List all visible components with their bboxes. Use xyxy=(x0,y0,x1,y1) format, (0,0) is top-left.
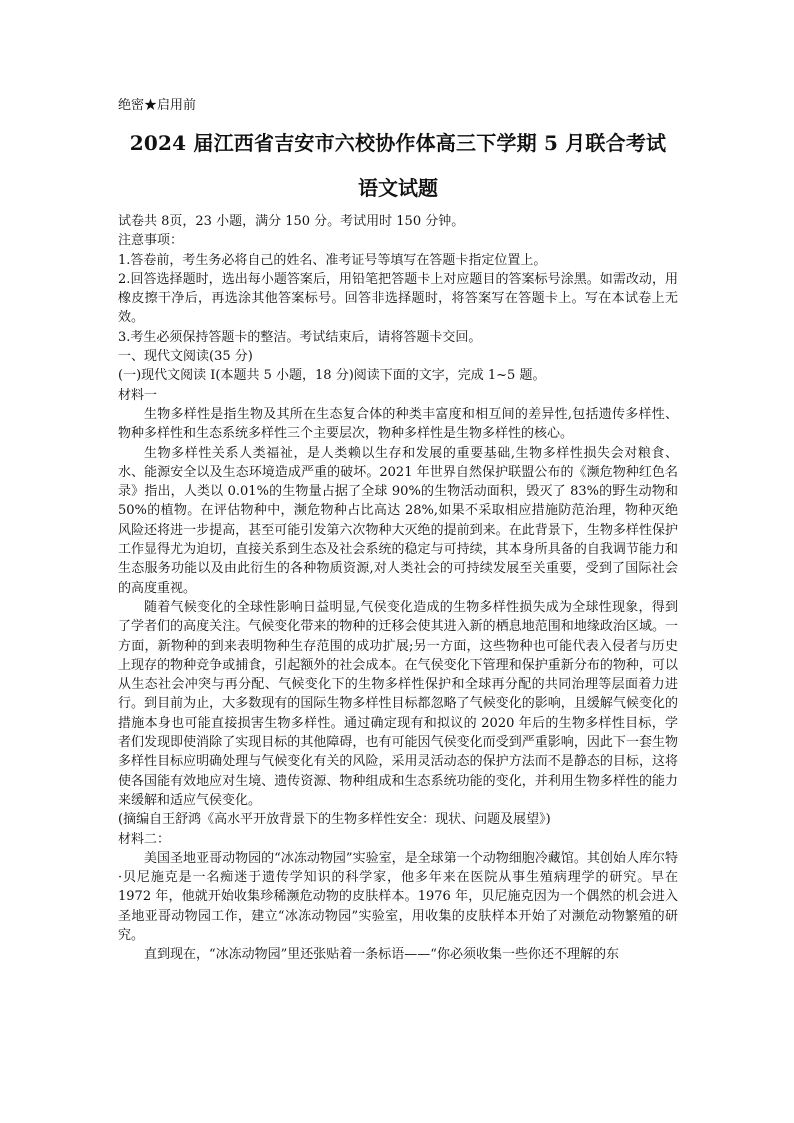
body-paragraph: 美国圣地亚哥动物园的“冰冻动物园”实验室，是全球第一个动物细胞冷藏馆。其创始人库尔特·贝尼施克是一名痴迷于遗传学知识的科学家，他多年来在医院从事生殖病理学的研究。早在 1972 年，他就开始收集珍稀濒危动物的皮肤样本。1976 年，贝尼施克因为一个偶然的机会进入圣地亚哥动物园工作，建立“冰冻动物园”实验室，用收集的皮肤样本开始了对濒危动物繁殖的研究。 xyxy=(118,850,678,943)
material-label: 材料一 xyxy=(118,387,158,403)
body-paragraph: 生物多样性关系人类福祉，是人类赖以生存和发展的重要基础,生物多样性损失会对粮食、水、能源安全以及生态环境造成严重的破坏。2021 年世界自然保护联盟公布的《濒危物种红色名录》指出，人类以 0.01%的生物量占据了全球 90%的生物活动面积，毁灭了 83%的野生动物和50%的植物。在评估物种中，濒危物种占比高达 28%,如果不采取相应措施防范治理，物种灭绝风险还将进一步提高，甚至可能引发第六次物种大灭绝的提前到来。在此背景下，生物多样性保护工作显得尤为迫切，直接关系到生态及社会系统的稳定与可持续，其本身所具备的自我调节能力和生态服务功能以及由此衍生的各种物质资源,对人类社会的可持续发展至关重要，受到了国际社会的高度重视。 xyxy=(118,445,678,596)
exam-page xyxy=(118,92,678,965)
note-item: 3.考生必须保持答题卡的整洁。考试结束后，请将答题卡交回。 xyxy=(118,329,482,345)
note-item: 2.回答选择题时，选出每小题答案后，用铅笔把答题卡上对应题目的答案标号涂黑。如需改动，用橡皮擦干净后，再选涂其他答案标号。回答非选择题时，将答案写在答题卡上。写在本试卷上无效。 xyxy=(118,271,678,326)
secret-label: 绝密★启用前 xyxy=(118,98,197,113)
section-heading: 一、现代文阅读(35 分) xyxy=(118,349,253,365)
notes-title: 注意事项： xyxy=(118,233,184,249)
material-source: (摘编自王舒鸿《高水平开放背景下的生物多样性安全：现状、问题及展望》) xyxy=(118,812,551,828)
material-label: 材料二： xyxy=(118,831,171,847)
exam-subtitle: 语文试题 xyxy=(358,176,438,200)
note-item: 1.答卷前，考生务必将自己的姓名、准考证号等填写在答题卡指定位置上。 xyxy=(118,252,547,268)
section-subheading: (一)现代文阅读 I(本题共 5 小题，18 分)阅读下面的文字，完成 1~5 题。 xyxy=(118,368,546,384)
body-paragraph: 直到现在，“冰冻动物园”里还张贴着一条标语——“你必须收集一些你还不理解的东 xyxy=(144,947,619,963)
exam-summary: 试卷共 8页，23 小题，满分 150 分。考试用时 150 分钟。 xyxy=(118,214,465,229)
body-paragraph: 生物多样性是指生物及其所在生态复合体的种类丰富度和相互间的差异性,包括遗传多样性、物种多样性和生态系统多样性三个主要层次，物种多样性是生物多样性的核心。 xyxy=(118,406,678,442)
body-paragraph: 随着气候变化的全球性影响日益明显,气侯变化造成的生物多样性损失成为全球性现象，得到了学者们的高度关注。气候变化带来的物种的迁移会使其进入新的栖息地范围和地缘政治区域。一方面，新物种的到来表明物种生存范围的成功扩展;另一方面，这些物种也可能代表入侵者与历史上现存的物种竞争或捕食，引起额外的社会成本。在气侯变化下管理和保护重新分布的物种，可以从生态社会冲突与再分配、气候变化下的生物多样性保护和全球再分配的共同治理等层面着力进行。到目前为止，大多数现有的国际生物多样性目标都忽略了气候变化的影响，且缓解气候变化的措施本身也可能直接损害生物多样性。通过确定现有和拟议的 2020 年后的生物多样性目标，学者们发现即使消除了实现目标的其他障碍，也有可能因气侯变化而受到严重影响，因此下一套生物多样性目标应明确处理与气候变化有关的风险，采用灵活动态的保护方法而不是静态的目标，这将使各国能有效地应对生境、遗传资源、物种组成和生态系统功能的变化，并利用生物多样性的能力来缓解和适应气侯变化。 xyxy=(118,599,678,808)
exam-title: 2024 届江西省吉安市六校协作体高三下学期 5 月联合考试 xyxy=(129,131,667,155)
